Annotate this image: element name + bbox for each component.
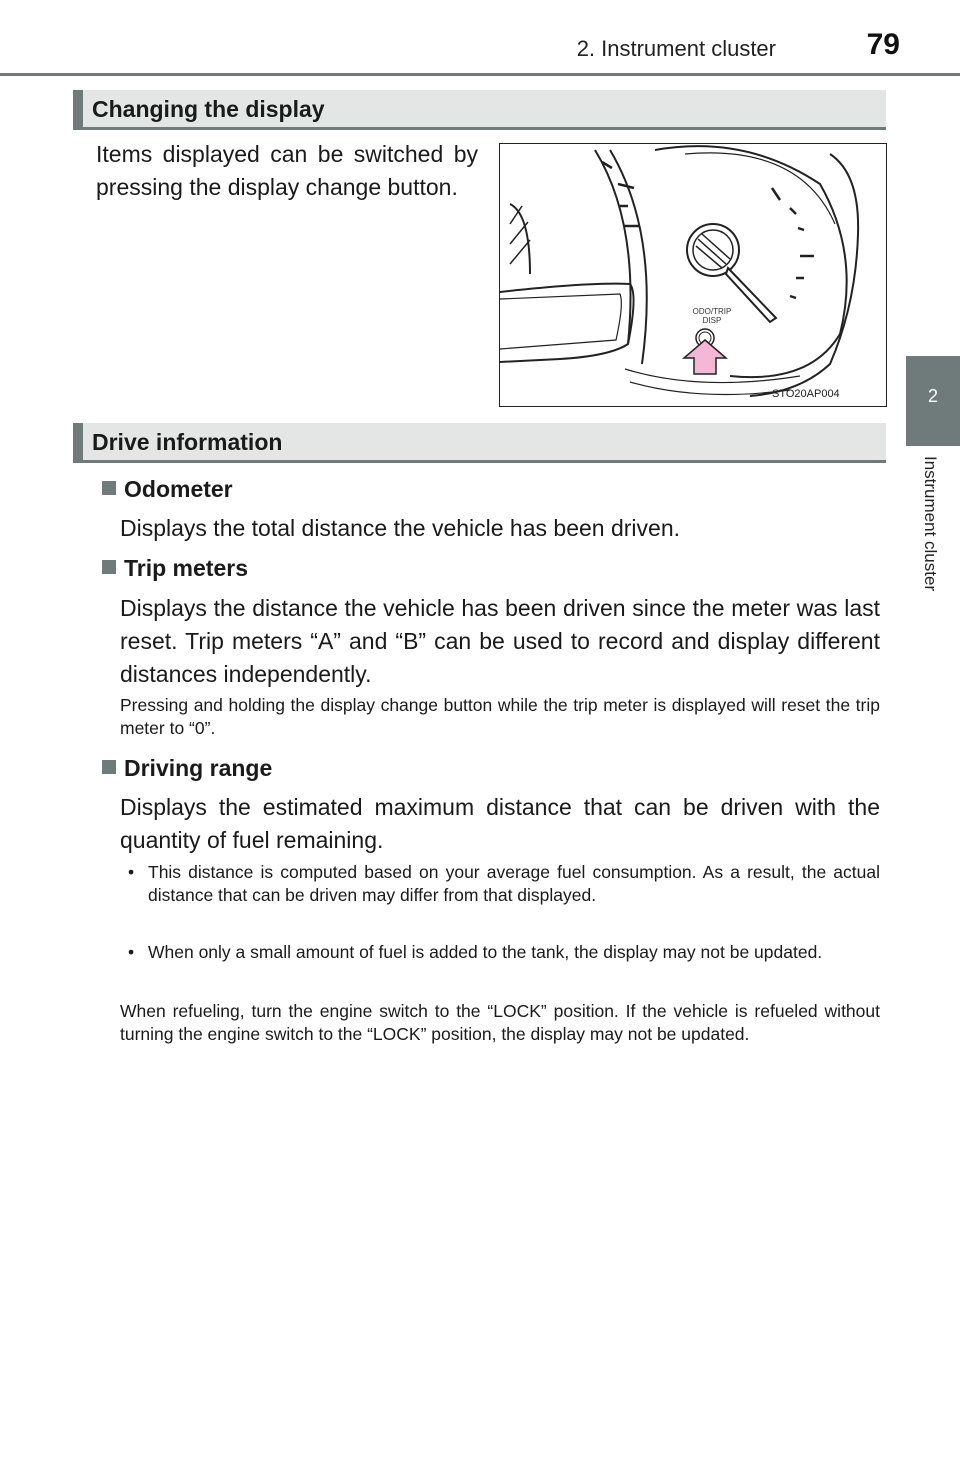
trip-meters-title: Trip meters xyxy=(124,555,248,581)
square-bullet-icon xyxy=(102,481,116,495)
driving-range-bullet-2-text: When only a small amount of fuel is added to the tank, the display may not be updated. xyxy=(148,942,823,962)
driving-range-bullet-1-text: This distance is computed based on your average fuel consumption. As a result, the actual distance that can be driven may differ from that displayed. xyxy=(148,862,880,905)
heading-changing-display xyxy=(73,90,886,130)
odometer-title: Odometer xyxy=(124,476,233,502)
header-rule xyxy=(0,73,960,76)
trip-meters-note: Pressing and holding the display change button while the trip meter is displayed will reset the trip meter to “0”. xyxy=(120,695,880,738)
page-number: 79 xyxy=(866,28,900,61)
dot-bullet-icon: • xyxy=(128,942,135,962)
odometer-desc: Displays the total distance the vehicle has been driven. xyxy=(120,515,680,541)
odo-trip-label: ODO/TRIP xyxy=(692,307,732,316)
odometer-item xyxy=(102,476,233,503)
disp-label: DISP xyxy=(702,316,722,325)
chapter-side-label-text: Instrument cluster xyxy=(921,456,940,592)
figure-code: STO20AP004 xyxy=(772,388,840,400)
running-header-section: 2. Instrument cluster xyxy=(576,36,776,61)
chapter-tab: 2 xyxy=(906,356,960,446)
driving-range-bullet-2 xyxy=(128,941,880,964)
driving-range-title: Driving range xyxy=(124,755,273,781)
square-bullet-icon xyxy=(102,760,116,774)
trip-meters-item xyxy=(102,555,248,582)
instrument-cluster-figure xyxy=(499,143,887,407)
driving-range-item xyxy=(102,755,272,782)
driving-range-desc: Displays the estimated maximum distance that can be driven with the quantity of fuel remaining. xyxy=(120,794,880,853)
driving-range-bullet-1 xyxy=(128,861,880,907)
changing-display-text: Items displayed can be switched by pressing the display change button. xyxy=(96,141,478,200)
instrument-cluster-illustration xyxy=(500,144,887,407)
chapter-side-label xyxy=(906,446,960,646)
heading-drive-information xyxy=(73,423,886,463)
trip-meters-desc: Displays the distance the vehicle has been driven since the meter was last reset. Trip meters “A” and “B” can be used to record and display different distances independently. xyxy=(120,595,880,687)
heading-drive-information-text: Drive information xyxy=(92,429,283,455)
square-bullet-icon xyxy=(102,560,116,574)
odo-trip-disp-label xyxy=(682,307,742,325)
heading-changing-display-text: Changing the display xyxy=(92,96,325,122)
driving-range-note: When refueling, turn the engine switch to the “LOCK” position. If the vehicle is refueled without turning the engine switch to the “LOCK” position, the display may not be updated. xyxy=(120,1001,880,1044)
dot-bullet-icon: • xyxy=(128,862,135,882)
